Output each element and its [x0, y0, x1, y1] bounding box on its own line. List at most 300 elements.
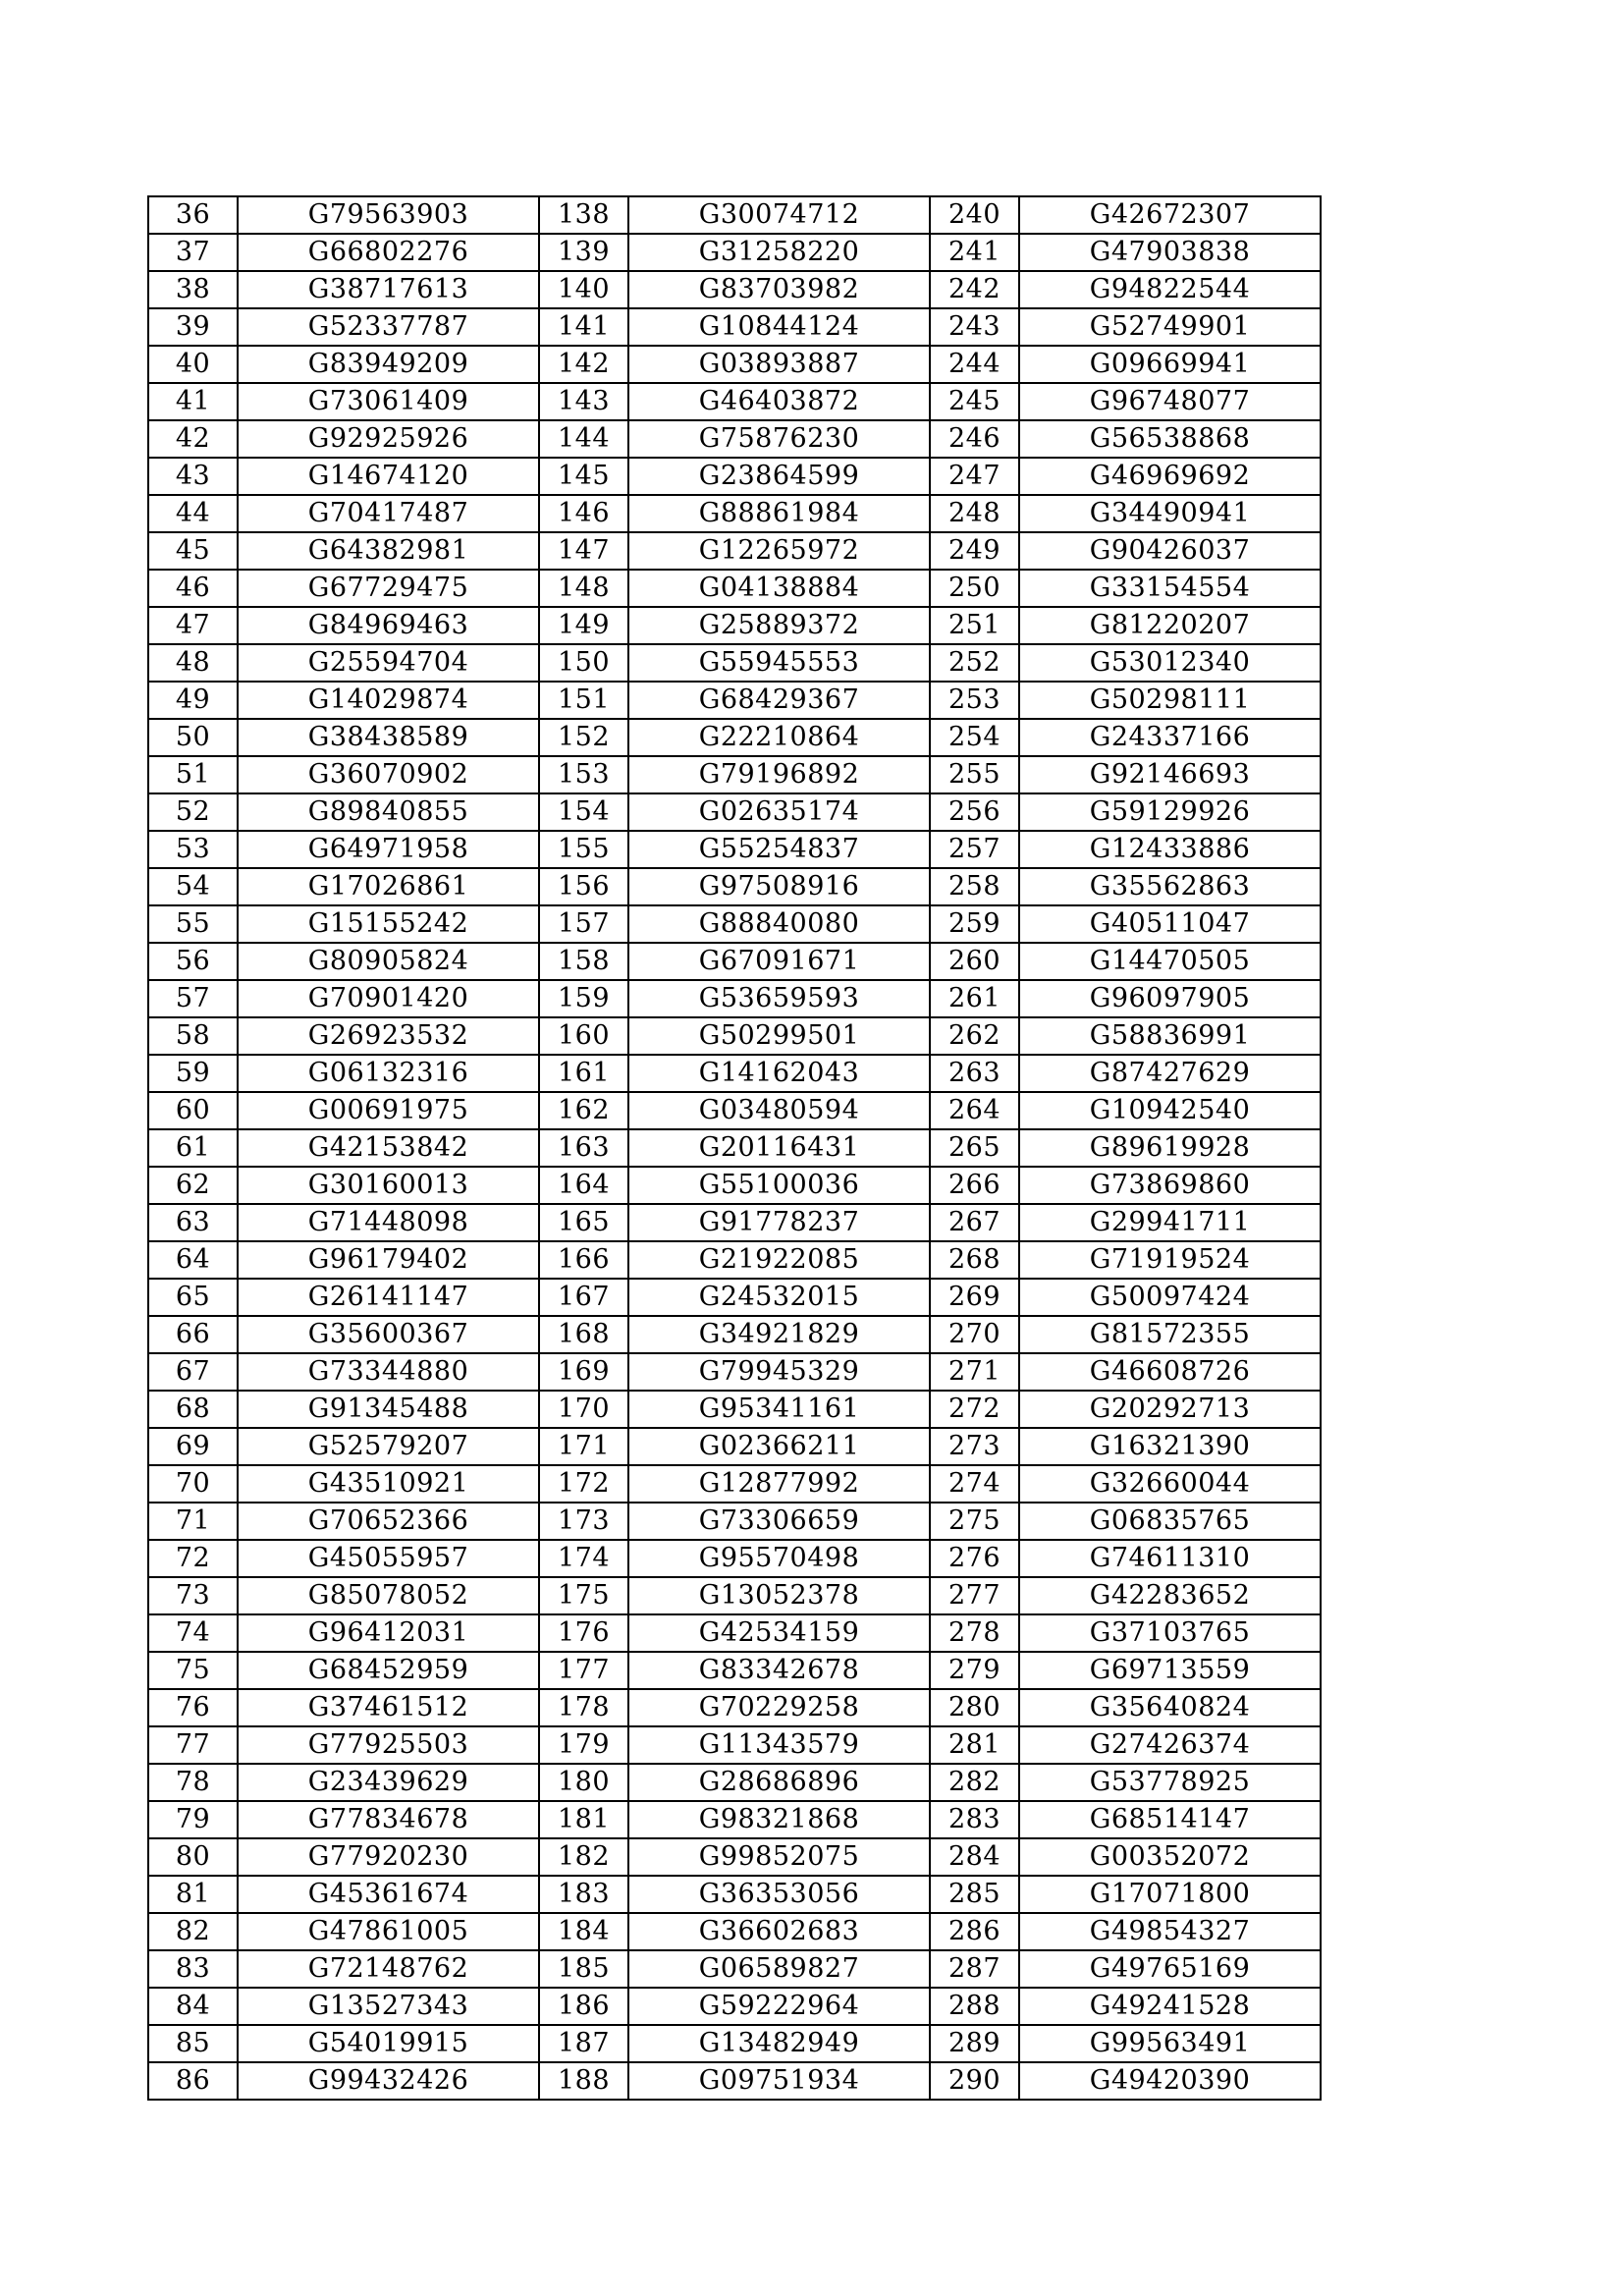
id-code-cell: G83949209 [238, 346, 539, 383]
id-code-cell: G88861984 [628, 495, 930, 532]
id-code-cell: G55945553 [628, 644, 930, 682]
table-row [148, 458, 1321, 495]
seq-number-cell: 187 [539, 2025, 628, 2062]
seq-number-cell: 254 [930, 719, 1019, 756]
id-code-cell: G52337787 [238, 308, 539, 346]
id-code-cell: G17071800 [1019, 1876, 1321, 1913]
seq-number-cell: 161 [539, 1055, 628, 1092]
id-code-cell: G38438589 [238, 719, 539, 756]
id-code-cell: G10844124 [628, 308, 930, 346]
id-code-cell: G77834678 [238, 1801, 539, 1838]
table-row [148, 532, 1321, 570]
table-body [148, 196, 1321, 2100]
seq-number-cell: 165 [539, 1204, 628, 1241]
id-code-cell: G91778237 [628, 1204, 930, 1241]
id-code-cell: G49420390 [1019, 2062, 1321, 2100]
id-code-cell: G14674120 [238, 458, 539, 495]
seq-number-cell: 283 [930, 1801, 1019, 1838]
seq-number-cell: 270 [930, 1316, 1019, 1353]
seq-number-cell: 83 [148, 1950, 238, 1988]
seq-number-cell: 66 [148, 1316, 238, 1353]
seq-number-cell: 288 [930, 1988, 1019, 2025]
table-row [148, 1988, 1321, 2025]
seq-number-cell: 46 [148, 570, 238, 607]
id-code-cell: G74611310 [1019, 1540, 1321, 1577]
seq-number-cell: 246 [930, 420, 1019, 458]
seq-number-cell: 73 [148, 1577, 238, 1614]
seq-number-cell: 167 [539, 1279, 628, 1316]
id-code-cell: G36070902 [238, 756, 539, 793]
seq-number-cell: 140 [539, 271, 628, 308]
id-code-cell: G25889372 [628, 607, 930, 644]
table-row [148, 1465, 1321, 1503]
id-code-cell: G79563903 [238, 196, 539, 234]
id-code-cell: G53012340 [1019, 644, 1321, 682]
seq-number-cell: 280 [930, 1689, 1019, 1726]
seq-number-cell: 78 [148, 1764, 238, 1801]
id-code-cell: G09751934 [628, 2062, 930, 2100]
seq-number-cell: 169 [539, 1353, 628, 1391]
seq-number-cell: 174 [539, 1540, 628, 1577]
id-code-cell: G73061409 [238, 383, 539, 420]
id-code-cell: G32660044 [1019, 1465, 1321, 1503]
seq-number-cell: 69 [148, 1428, 238, 1465]
table-row [148, 1503, 1321, 1540]
seq-number-cell: 75 [148, 1652, 238, 1689]
id-code-cell: G89619928 [1019, 1129, 1321, 1167]
seq-number-cell: 141 [539, 308, 628, 346]
table-row [148, 607, 1321, 644]
seq-number-cell: 79 [148, 1801, 238, 1838]
id-code-cell: G73344880 [238, 1353, 539, 1391]
id-code-cell: G06132316 [238, 1055, 539, 1092]
id-code-cell: G80905824 [238, 943, 539, 980]
seq-number-cell: 139 [539, 234, 628, 271]
id-code-cell: G35640824 [1019, 1689, 1321, 1726]
id-code-cell: G66802276 [238, 234, 539, 271]
table-row [148, 570, 1321, 607]
table-row [148, 1950, 1321, 1988]
id-code-cell: G99852075 [628, 1838, 930, 1876]
seq-number-cell: 159 [539, 980, 628, 1017]
seq-number-cell: 247 [930, 458, 1019, 495]
id-code-cell: G92146693 [1019, 756, 1321, 793]
seq-number-cell: 240 [930, 196, 1019, 234]
seq-number-cell: 164 [539, 1167, 628, 1204]
seq-number-cell: 178 [539, 1689, 628, 1726]
seq-number-cell: 155 [539, 831, 628, 868]
seq-number-cell: 276 [930, 1540, 1019, 1577]
seq-number-cell: 86 [148, 2062, 238, 2100]
seq-number-cell: 176 [539, 1614, 628, 1652]
id-code-cell: G46403872 [628, 383, 930, 420]
id-code-cell: G69713559 [1019, 1652, 1321, 1689]
seq-number-cell: 38 [148, 271, 238, 308]
seq-number-cell: 271 [930, 1353, 1019, 1391]
seq-number-cell: 177 [539, 1652, 628, 1689]
table-row [148, 1726, 1321, 1764]
seq-number-cell: 144 [539, 420, 628, 458]
seq-number-cell: 156 [539, 868, 628, 905]
seq-number-cell: 184 [539, 1913, 628, 1950]
id-code-cell: G53659593 [628, 980, 930, 1017]
seq-number-cell: 42 [148, 420, 238, 458]
id-code-cell: G20116431 [628, 1129, 930, 1167]
id-code-cell: G98321868 [628, 1801, 930, 1838]
seq-number-cell: 273 [930, 1428, 1019, 1465]
seq-number-cell: 50 [148, 719, 238, 756]
table-row [148, 1913, 1321, 1950]
seq-number-cell: 265 [930, 1129, 1019, 1167]
id-code-cell: G52749901 [1019, 308, 1321, 346]
id-code-cell: G81220207 [1019, 607, 1321, 644]
id-code-cell: G24337166 [1019, 719, 1321, 756]
id-code-cell: G71919524 [1019, 1241, 1321, 1279]
id-code-cell: G70901420 [238, 980, 539, 1017]
table-row [148, 1092, 1321, 1129]
id-code-cell: G00691975 [238, 1092, 539, 1129]
id-code-cell: G50298111 [1019, 682, 1321, 719]
id-code-cell: G96097905 [1019, 980, 1321, 1017]
id-code-cell: G37103765 [1019, 1614, 1321, 1652]
seq-number-cell: 145 [539, 458, 628, 495]
seq-number-cell: 287 [930, 1950, 1019, 1988]
seq-number-cell: 43 [148, 458, 238, 495]
seq-number-cell: 151 [539, 682, 628, 719]
id-code-cell: G84969463 [238, 607, 539, 644]
id-code-cell: G68514147 [1019, 1801, 1321, 1838]
id-code-cell: G53778925 [1019, 1764, 1321, 1801]
seq-number-cell: 263 [930, 1055, 1019, 1092]
id-code-cell: G95570498 [628, 1540, 930, 1577]
table-row [148, 943, 1321, 980]
id-code-cell: G75876230 [628, 420, 930, 458]
seq-number-cell: 81 [148, 1876, 238, 1913]
id-code-cell: G85078052 [238, 1577, 539, 1614]
id-code-cell: G46608726 [1019, 1353, 1321, 1391]
id-code-cell: G06835765 [1019, 1503, 1321, 1540]
id-code-cell: G15155242 [238, 905, 539, 943]
table-row [148, 1316, 1321, 1353]
id-code-cell: G70652366 [238, 1503, 539, 1540]
table-row [148, 756, 1321, 793]
seq-number-cell: 258 [930, 868, 1019, 905]
seq-number-cell: 255 [930, 756, 1019, 793]
seq-number-cell: 68 [148, 1391, 238, 1428]
seq-number-cell: 58 [148, 1017, 238, 1055]
seq-number-cell: 252 [930, 644, 1019, 682]
seq-number-cell: 63 [148, 1204, 238, 1241]
seq-number-cell: 181 [539, 1801, 628, 1838]
id-code-cell: G99432426 [238, 2062, 539, 2100]
seq-number-cell: 179 [539, 1726, 628, 1764]
seq-number-cell: 56 [148, 943, 238, 980]
id-code-cell: G99563491 [1019, 2025, 1321, 2062]
seq-number-cell: 55 [148, 905, 238, 943]
id-code-cell: G38717613 [238, 271, 539, 308]
id-code-cell: G81572355 [1019, 1316, 1321, 1353]
seq-number-cell: 37 [148, 234, 238, 271]
id-code-cell: G02366211 [628, 1428, 930, 1465]
seq-number-cell: 275 [930, 1503, 1019, 1540]
id-code-cell: G79945329 [628, 1353, 930, 1391]
seq-number-cell: 248 [930, 495, 1019, 532]
id-code-cell: G71448098 [238, 1204, 539, 1241]
seq-number-cell: 150 [539, 644, 628, 682]
table-row [148, 1204, 1321, 1241]
id-code-cell: G11343579 [628, 1726, 930, 1764]
table-row [148, 1540, 1321, 1577]
id-code-cell: G47861005 [238, 1913, 539, 1950]
id-code-cell: G55254837 [628, 831, 930, 868]
seq-number-cell: 171 [539, 1428, 628, 1465]
id-code-cell: G79196892 [628, 756, 930, 793]
seq-number-cell: 260 [930, 943, 1019, 980]
id-code-cell: G45361674 [238, 1876, 539, 1913]
seq-number-cell: 163 [539, 1129, 628, 1167]
id-code-cell: G43510921 [238, 1465, 539, 1503]
seq-number-cell: 241 [930, 234, 1019, 271]
seq-number-cell: 62 [148, 1167, 238, 1204]
seq-number-cell: 244 [930, 346, 1019, 383]
id-code-cell: G06589827 [628, 1950, 930, 1988]
id-code-cell: G59222964 [628, 1988, 930, 2025]
id-code-cell: G28686896 [628, 1764, 930, 1801]
id-code-cell: G73869860 [1019, 1167, 1321, 1204]
id-code-cell: G88840080 [628, 905, 930, 943]
id-code-cell: G25594704 [238, 644, 539, 682]
id-code-cell: G31258220 [628, 234, 930, 271]
seq-number-cell: 277 [930, 1577, 1019, 1614]
seq-number-cell: 149 [539, 607, 628, 644]
seq-number-cell: 188 [539, 2062, 628, 2100]
seq-number-cell: 183 [539, 1876, 628, 1913]
seq-number-cell: 243 [930, 308, 1019, 346]
id-code-cell: G21922085 [628, 1241, 930, 1279]
table-row [148, 1055, 1321, 1092]
seq-number-cell: 52 [148, 793, 238, 831]
id-code-cell: G12877992 [628, 1465, 930, 1503]
seq-number-cell: 65 [148, 1279, 238, 1316]
id-code-cell: G36602683 [628, 1913, 930, 1950]
seq-number-cell: 48 [148, 644, 238, 682]
id-code-cell: G89840855 [238, 793, 539, 831]
table-row [148, 234, 1321, 271]
id-code-cell: G14029874 [238, 682, 539, 719]
id-code-cell: G30160013 [238, 1167, 539, 1204]
id-code-cell: G16321390 [1019, 1428, 1321, 1465]
table-row [148, 2025, 1321, 2062]
id-code-cell: G64382981 [238, 532, 539, 570]
seq-number-cell: 47 [148, 607, 238, 644]
table-row [148, 1167, 1321, 1204]
id-code-cell: G45055957 [238, 1540, 539, 1577]
table-row [148, 905, 1321, 943]
seq-number-cell: 72 [148, 1540, 238, 1577]
id-code-cell: G33154554 [1019, 570, 1321, 607]
id-code-cell: G49765169 [1019, 1950, 1321, 1988]
seq-number-cell: 67 [148, 1353, 238, 1391]
table-row [148, 1652, 1321, 1689]
id-code-cell: G77920230 [238, 1838, 539, 1876]
id-code-cell: G04138884 [628, 570, 930, 607]
seq-number-cell: 250 [930, 570, 1019, 607]
seq-number-cell: 274 [930, 1465, 1019, 1503]
id-code-cell: G67091671 [628, 943, 930, 980]
seq-number-cell: 245 [930, 383, 1019, 420]
id-code-cell: G37461512 [238, 1689, 539, 1726]
seq-number-cell: 143 [539, 383, 628, 420]
id-code-cell: G10942540 [1019, 1092, 1321, 1129]
seq-number-cell: 85 [148, 2025, 238, 2062]
seq-number-cell: 257 [930, 831, 1019, 868]
id-code-cell: G14162043 [628, 1055, 930, 1092]
id-code-cell: G50299501 [628, 1017, 930, 1055]
table-row [148, 1129, 1321, 1167]
seq-number-cell: 285 [930, 1876, 1019, 1913]
seq-number-cell: 60 [148, 1092, 238, 1129]
table-row [148, 719, 1321, 756]
id-code-cell: G26923532 [238, 1017, 539, 1055]
table-row [148, 196, 1321, 234]
seq-number-cell: 286 [930, 1913, 1019, 1950]
seq-number-cell: 41 [148, 383, 238, 420]
table-row [148, 1391, 1321, 1428]
seq-number-cell: 71 [148, 1503, 238, 1540]
seq-number-cell: 182 [539, 1838, 628, 1876]
table-row [148, 682, 1321, 719]
id-code-cell: G94822544 [1019, 271, 1321, 308]
seq-number-cell: 45 [148, 532, 238, 570]
id-code-cell: G54019915 [238, 2025, 539, 2062]
id-code-cell: G42153842 [238, 1129, 539, 1167]
id-code-cell: G03480594 [628, 1092, 930, 1129]
id-code-cell: G34921829 [628, 1316, 930, 1353]
seq-number-cell: 251 [930, 607, 1019, 644]
seq-number-cell: 267 [930, 1204, 1019, 1241]
id-code-cell: G29941711 [1019, 1204, 1321, 1241]
id-code-cell: G92925926 [238, 420, 539, 458]
seq-number-cell: 64 [148, 1241, 238, 1279]
seq-number-cell: 152 [539, 719, 628, 756]
seq-number-cell: 148 [539, 570, 628, 607]
id-code-cell: G46969692 [1019, 458, 1321, 495]
id-code-cell: G34490941 [1019, 495, 1321, 532]
seq-number-cell: 168 [539, 1316, 628, 1353]
table-row [148, 1428, 1321, 1465]
id-code-cell: G96179402 [238, 1241, 539, 1279]
id-code-cell: G77925503 [238, 1726, 539, 1764]
seq-number-cell: 282 [930, 1764, 1019, 1801]
seq-number-cell: 57 [148, 980, 238, 1017]
seq-number-cell: 59 [148, 1055, 238, 1092]
seq-number-cell: 242 [930, 271, 1019, 308]
seq-number-cell: 80 [148, 1838, 238, 1876]
id-code-cell: G70229258 [628, 1689, 930, 1726]
table-row [148, 1614, 1321, 1652]
seq-number-cell: 54 [148, 868, 238, 905]
seq-number-cell: 146 [539, 495, 628, 532]
id-code-cell: G52579207 [238, 1428, 539, 1465]
seq-number-cell: 158 [539, 943, 628, 980]
seq-number-cell: 289 [930, 2025, 1019, 2062]
table-row [148, 1876, 1321, 1913]
id-code-cell: G55100036 [628, 1167, 930, 1204]
table-row [148, 346, 1321, 383]
seq-number-cell: 256 [930, 793, 1019, 831]
seq-number-cell: 154 [539, 793, 628, 831]
seq-number-cell: 39 [148, 308, 238, 346]
id-code-cell: G03893887 [628, 346, 930, 383]
seq-number-cell: 259 [930, 905, 1019, 943]
seq-number-cell: 249 [930, 532, 1019, 570]
seq-number-cell: 284 [930, 1838, 1019, 1876]
seq-number-cell: 278 [930, 1614, 1019, 1652]
seq-number-cell: 261 [930, 980, 1019, 1017]
seq-number-cell: 160 [539, 1017, 628, 1055]
seq-number-cell: 180 [539, 1764, 628, 1801]
seq-number-cell: 153 [539, 756, 628, 793]
id-code-cell: G36353056 [628, 1876, 930, 1913]
table-row [148, 1577, 1321, 1614]
seq-number-cell: 53 [148, 831, 238, 868]
id-code-cell: G24532015 [628, 1279, 930, 1316]
seq-number-cell: 84 [148, 1988, 238, 2025]
seq-number-cell: 290 [930, 2062, 1019, 2100]
seq-number-cell: 253 [930, 682, 1019, 719]
id-code-cell: G70417487 [238, 495, 539, 532]
table-row [148, 1353, 1321, 1391]
id-code-cell: G12433886 [1019, 831, 1321, 868]
table-row [148, 793, 1321, 831]
id-code-cell: G09669941 [1019, 346, 1321, 383]
seq-number-cell: 76 [148, 1689, 238, 1726]
id-code-cell: G87427629 [1019, 1055, 1321, 1092]
seq-number-cell: 147 [539, 532, 628, 570]
id-code-cell: G20292713 [1019, 1391, 1321, 1428]
table-row [148, 1764, 1321, 1801]
table-row [148, 831, 1321, 868]
seq-number-cell: 51 [148, 756, 238, 793]
id-code-cell: G56538868 [1019, 420, 1321, 458]
seq-number-cell: 170 [539, 1391, 628, 1428]
table-row [148, 868, 1321, 905]
id-code-cell: G49241528 [1019, 1988, 1321, 2025]
id-code-cell: G67729475 [238, 570, 539, 607]
seq-number-cell: 142 [539, 346, 628, 383]
seq-number-cell: 157 [539, 905, 628, 943]
id-code-cell: G30074712 [628, 196, 930, 234]
seq-number-cell: 269 [930, 1279, 1019, 1316]
seq-number-cell: 185 [539, 1950, 628, 1988]
id-code-cell: G35562863 [1019, 868, 1321, 905]
seq-number-cell: 77 [148, 1726, 238, 1764]
id-code-cell: G23864599 [628, 458, 930, 495]
id-code-cell: G26141147 [238, 1279, 539, 1316]
table-row [148, 644, 1321, 682]
seq-number-cell: 44 [148, 495, 238, 532]
table-row [148, 308, 1321, 346]
table-row [148, 383, 1321, 420]
id-code-cell: G27426374 [1019, 1726, 1321, 1764]
seq-number-cell: 266 [930, 1167, 1019, 1204]
id-code-cell: G72148762 [238, 1950, 539, 1988]
seq-number-cell: 186 [539, 1988, 628, 2025]
table-row [148, 1279, 1321, 1316]
table-row [148, 1838, 1321, 1876]
seq-number-cell: 162 [539, 1092, 628, 1129]
id-code-cell: G40511047 [1019, 905, 1321, 943]
